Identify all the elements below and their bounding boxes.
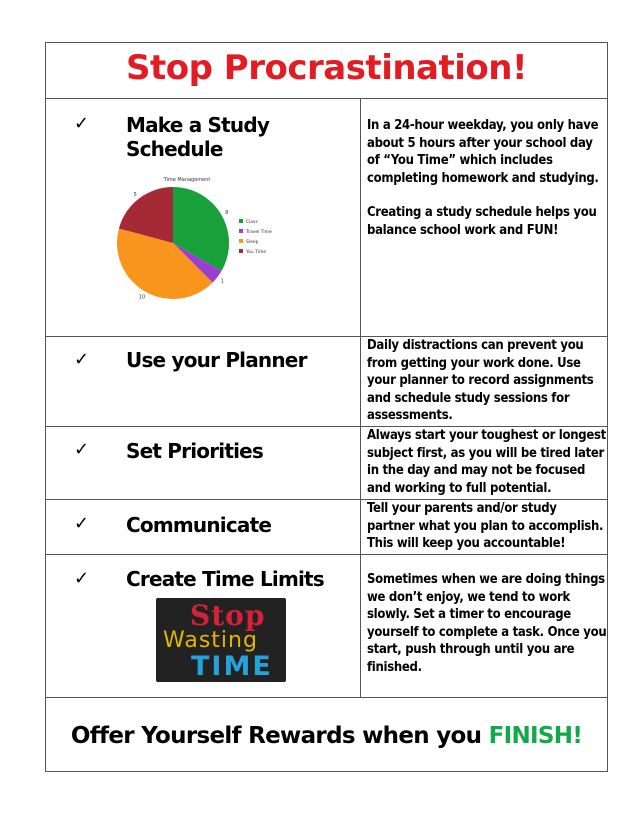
row-text: Always start your toughest or longest subject first, as you will be tired later in the day and may not be focused and working to full potential.	[367, 428, 606, 496]
row-label: Communicate	[126, 513, 272, 537]
row-study-schedule	[46, 99, 607, 337]
row-description	[360, 500, 607, 554]
legend-label: Sleep	[246, 240, 259, 245]
pie-value-label: 10	[138, 294, 146, 301]
check-icon: ✓	[74, 513, 90, 534]
check-icon: ✓	[74, 113, 90, 134]
pie-value-label: 1	[220, 278, 224, 285]
legend-label: You Time	[246, 250, 267, 255]
row-left	[46, 500, 360, 554]
reward-text: Offer Yourself Rewards when you	[70, 723, 489, 749]
image-text-stop: Stop	[190, 599, 266, 632]
pie-value-label: 5	[133, 191, 137, 198]
row-label: Make a Study Schedule	[126, 113, 270, 161]
pie-chart-svg	[116, 171, 276, 301]
row-text: Daily distractions can prevent you from getting your work done. Use your planner to record assignments and schedule study sessions for assessments.	[367, 338, 594, 424]
finish-highlight: FINISH!	[488, 723, 583, 749]
row-text: In a 24-hour weekday, you only have about 5 hours after your school day of “You Time” which includes completing homework and studying.	[367, 118, 599, 186]
row-label: Create Time Limits	[126, 567, 324, 591]
row-text: Sometimes when we are doing things we don’t enjoy, we tend to work slowly. Set a timer to encourage yourself to complete a task. Once you start, push through until you are finished.	[367, 572, 607, 675]
procrastination-sheet	[45, 42, 608, 772]
row-description	[360, 427, 607, 499]
row-left	[46, 427, 360, 499]
pie-value-label: 8	[225, 210, 229, 216]
legend-swatch	[239, 229, 243, 233]
row-planner	[46, 337, 607, 427]
reward-row	[46, 698, 607, 773]
check-icon: ✓	[74, 568, 90, 589]
check-icon: ✓	[74, 439, 90, 460]
legend-label: Travel Time	[246, 230, 272, 235]
chart-title: Time Management	[163, 177, 211, 183]
row-priorities	[46, 427, 607, 500]
legend-swatch	[239, 249, 243, 253]
stop-wasting-time-image	[156, 598, 286, 682]
row-text-2: Creating a study schedule helps you balance school work and FUN!	[367, 205, 597, 238]
row-left	[46, 555, 360, 697]
row-description	[360, 337, 607, 426]
page-title: Stop Procrastination!	[126, 48, 527, 88]
row-communicate	[46, 500, 607, 555]
title-row	[46, 43, 607, 99]
legend-swatch	[239, 239, 243, 243]
row-left	[46, 337, 360, 426]
row-label: Set Priorities	[126, 439, 264, 463]
legend-label: Class	[246, 220, 258, 225]
image-text-wasting: Wasting	[163, 628, 258, 653]
check-icon: ✓	[74, 349, 90, 370]
row-left	[46, 99, 360, 336]
time-management-chart	[116, 171, 276, 301]
row-description	[360, 555, 607, 697]
row-label: Use your Planner	[126, 348, 307, 372]
row-text: Tell your parents and/or study partner what you plan to accomplish. This will keep you accountable!	[367, 501, 604, 552]
row-description	[360, 99, 607, 336]
row-time-limits	[46, 555, 607, 698]
legend-swatch	[239, 219, 243, 223]
image-text-time: TIME	[191, 651, 273, 682]
reward-line	[71, 723, 582, 749]
